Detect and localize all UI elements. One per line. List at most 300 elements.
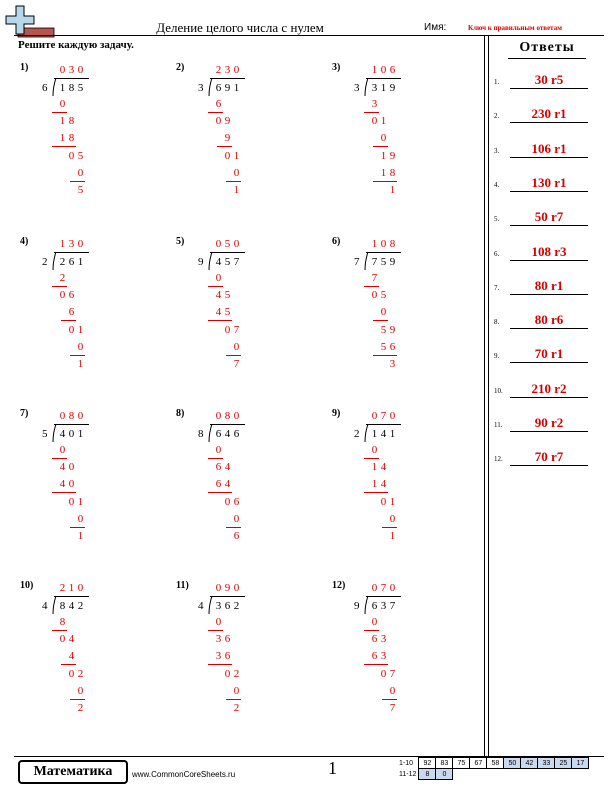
work-digit: 6 [389, 340, 396, 353]
quotient-digit: 0 [371, 582, 378, 594]
score-cell: 75 [453, 758, 470, 769]
problem [332, 62, 472, 212]
dividend-digit: 3 [215, 600, 222, 612]
divisor: 4 [198, 600, 204, 612]
work-digit: 1 [371, 478, 378, 491]
answer-line [510, 225, 588, 226]
problem-number: 6) [332, 236, 341, 247]
score-row-label: 1-10 [399, 759, 414, 767]
score-cell: 50 [504, 758, 521, 769]
subtraction-line [382, 699, 397, 700]
work-digit: 0 [224, 667, 231, 680]
work-digit: 6 [215, 478, 222, 491]
answer-value: 70 r1 [534, 346, 564, 362]
answer-value: 80 r1 [534, 277, 564, 293]
answer-line [510, 328, 588, 329]
score-cell: 25 [555, 758, 572, 769]
work-digit: 0 [59, 98, 66, 110]
dividend-digit: 1 [233, 82, 240, 94]
answer-line [510, 294, 588, 295]
dividend-digit: 4 [59, 428, 66, 440]
problem-number: 7) [20, 408, 29, 419]
problem-number: 8) [176, 408, 185, 419]
quotient-digit: 0 [233, 410, 240, 422]
subtraction-line [373, 181, 397, 182]
work-digit: 1 [371, 461, 378, 474]
work-digit: 4 [59, 478, 66, 491]
divisor: 9 [354, 600, 360, 612]
score-row [398, 758, 589, 769]
problem [176, 580, 316, 730]
quotient-digit: 0 [77, 410, 84, 422]
subtraction-line [70, 527, 85, 528]
answer-row [494, 141, 606, 159]
division-bar [54, 78, 89, 79]
dividend-digit: 6 [215, 82, 222, 94]
answer-number: 4. [494, 180, 500, 189]
quotient-digit: 1 [371, 238, 378, 250]
work-digit: 1 [389, 495, 396, 508]
quotient-digit: 0 [233, 582, 240, 594]
subtraction-line [373, 320, 388, 321]
divisor: 2 [354, 428, 360, 440]
answer-value: 30 r5 [534, 72, 564, 87]
work-digit: 5 [77, 149, 84, 162]
answer-row [494, 72, 606, 90]
work-digit: 0 [371, 444, 378, 456]
work-digit: 4 [224, 478, 231, 491]
subtraction-line [70, 181, 85, 182]
work-digit: 7 [389, 667, 396, 680]
subtraction-line [208, 320, 232, 321]
quotient-digit: 3 [68, 64, 75, 76]
quotient-digit: 2 [215, 64, 222, 76]
work-digit: 0 [380, 306, 387, 319]
work-digit: 5 [224, 289, 231, 302]
subtraction-line [208, 630, 223, 631]
dividend-digit: 6 [233, 428, 240, 440]
answer-number: 8. [494, 318, 500, 327]
problem [176, 236, 316, 386]
dividend-digit: 9 [389, 82, 396, 94]
divisor: 7 [354, 256, 360, 268]
dividend-digit: 7 [371, 256, 378, 268]
subtraction-line [208, 492, 232, 493]
score-cell: 67 [470, 758, 487, 769]
problem-number: 5) [176, 236, 185, 247]
quotient-digit: 0 [389, 582, 396, 594]
subtraction-line [52, 630, 67, 631]
dividend-digit: 6 [215, 428, 222, 440]
dividend-digit: 8 [59, 600, 66, 612]
quotient-digit: 2 [59, 582, 66, 594]
work-digit: 1 [77, 358, 84, 370]
subtraction-line [61, 664, 76, 665]
page-number: 1 [328, 758, 337, 778]
dividend-digit: 5 [224, 256, 231, 268]
quotient-digit: 9 [224, 582, 231, 594]
answer-line [510, 397, 588, 398]
subtraction-line [364, 286, 379, 287]
answer-row [494, 449, 606, 467]
dividend-digit: 6 [224, 600, 231, 612]
answer-row [494, 106, 606, 124]
quotient-digit: 0 [233, 238, 240, 250]
work-digit: 6 [371, 633, 378, 646]
dividend-digit: 3 [380, 600, 387, 612]
division-bar [366, 596, 401, 597]
work-digit: 0 [77, 340, 84, 353]
answer-line [510, 122, 588, 123]
quotient-digit: 0 [380, 64, 387, 76]
dividend-digit: 1 [371, 428, 378, 440]
score-row-label: 11-12 [399, 770, 417, 778]
answer-key-label: Ключ к правильным ответам [468, 24, 562, 32]
subtraction-line [226, 181, 241, 182]
answer-line [510, 362, 588, 363]
work-digit: 1 [380, 166, 387, 179]
work-digit: 6 [68, 306, 75, 319]
dividend-digit: 1 [389, 428, 396, 440]
answer-number: 5. [494, 215, 500, 224]
division-bar [366, 424, 401, 425]
score-cell: 83 [436, 758, 453, 769]
work-digit: 1 [59, 115, 66, 128]
dividend-digit: 3 [371, 82, 378, 94]
quotient-digit: 8 [389, 238, 396, 250]
division-bar [54, 424, 89, 425]
quotient-digit: 3 [68, 238, 75, 250]
work-digit: 6 [233, 495, 240, 508]
score-cell: 92 [419, 758, 436, 769]
answer-value: 106 r1 [531, 140, 567, 156]
divisor: 2 [42, 256, 48, 268]
work-digit: 4 [224, 461, 231, 474]
problem-number: 2) [176, 62, 185, 73]
work-digit: 0 [68, 323, 75, 336]
answer-line [510, 157, 588, 158]
subtraction-line [364, 664, 388, 665]
work-digit: 3 [380, 650, 387, 663]
quotient-digit: 0 [215, 410, 222, 422]
quotient-digit: 1 [68, 582, 75, 594]
work-digit: 1 [380, 115, 387, 128]
dividend-digit: 9 [389, 256, 396, 268]
dividend-digit: 4 [224, 428, 231, 440]
footer-site: www.CommonCoreSheets.ru [132, 770, 236, 779]
work-digit: 0 [215, 444, 222, 456]
work-digit: 0 [224, 495, 231, 508]
subtraction-line [217, 146, 232, 147]
subtraction-line [52, 146, 76, 147]
score-cell: 0 [436, 769, 453, 780]
subtraction-line [52, 458, 67, 459]
division-bar [210, 424, 245, 425]
dividend-digit: 5 [77, 82, 84, 94]
work-digit: 0 [233, 684, 240, 697]
work-digit: 8 [59, 616, 66, 628]
answer-row [494, 244, 606, 262]
subtraction-line [373, 146, 388, 147]
work-digit: 0 [68, 149, 75, 162]
work-digit: 4 [68, 650, 75, 663]
work-digit: 0 [59, 444, 66, 456]
footer-brand: Математика [18, 760, 128, 784]
work-digit: 0 [77, 166, 84, 179]
answer-line [510, 191, 588, 192]
header-divider [14, 35, 604, 36]
quotient-digit: 0 [77, 64, 84, 76]
divisor: 8 [198, 428, 204, 440]
answer-number: 9. [494, 352, 500, 361]
work-digit: 1 [380, 149, 387, 162]
answer-line [510, 260, 588, 261]
work-digit: 1 [77, 495, 84, 508]
quotient-digit: 0 [59, 64, 66, 76]
score-cell: 17 [572, 758, 589, 769]
quotient-digit: 0 [59, 410, 66, 422]
work-digit: 0 [233, 512, 240, 525]
answer-line [510, 431, 588, 432]
work-digit: 4 [215, 289, 222, 302]
quotient-digit: 0 [215, 582, 222, 594]
work-digit: 9 [389, 149, 396, 162]
work-digit: 0 [68, 495, 75, 508]
division-bar [210, 596, 245, 597]
problem-number: 11) [176, 580, 189, 591]
problem [332, 236, 472, 386]
division-bar [210, 252, 245, 253]
score-cell: 8 [419, 769, 436, 780]
answer-value: 80 r6 [534, 312, 564, 328]
work-digit: 7 [233, 323, 240, 336]
quotient-digit: 0 [77, 582, 84, 594]
work-digit: 4 [380, 461, 387, 474]
problem [20, 236, 160, 386]
division-bar [54, 252, 89, 253]
score-cell: 58 [487, 758, 504, 769]
problem [176, 62, 316, 212]
quotient-digit: 7 [380, 582, 387, 594]
quotient-digit: 1 [371, 64, 378, 76]
answer-value: 130 r1 [531, 174, 567, 190]
problem [20, 408, 160, 558]
work-digit: 2 [77, 667, 84, 680]
work-digit: 0 [77, 684, 84, 697]
dividend-digit: 1 [77, 428, 84, 440]
work-digit: 1 [233, 184, 240, 196]
dividend-digit: 9 [224, 82, 231, 94]
quotient-digit: 0 [215, 238, 222, 250]
work-digit: 5 [77, 184, 84, 196]
division-bar [210, 78, 245, 79]
subtraction-line [208, 458, 223, 459]
work-digit: 8 [68, 132, 75, 145]
dividend-digit: 5 [380, 256, 387, 268]
answer-row [494, 415, 606, 433]
work-digit: 1 [389, 184, 396, 196]
work-digit: 1 [389, 530, 396, 542]
work-digit: 0 [59, 633, 66, 646]
work-digit: 0 [371, 289, 378, 302]
work-digit: 0 [371, 616, 378, 628]
quotient-digit: 7 [380, 410, 387, 422]
subtraction-line [52, 286, 67, 287]
dividend-digit: 1 [59, 82, 66, 94]
subtraction-line [364, 492, 388, 493]
subtraction-line [364, 112, 379, 113]
work-digit: 6 [233, 530, 240, 542]
work-digit: 0 [224, 149, 231, 162]
work-digit: 6 [371, 650, 378, 663]
answer-column-divider [484, 36, 485, 756]
work-digit: 5 [224, 306, 231, 319]
answer-number: 11. [494, 421, 503, 429]
subtraction-line [70, 355, 85, 356]
work-digit: 9 [224, 132, 231, 145]
answer-value: 108 r3 [531, 243, 567, 259]
answers-title-underline [508, 58, 586, 59]
divisor: 6 [42, 82, 48, 94]
problem [332, 580, 472, 730]
answer-value: 230 r1 [531, 106, 567, 122]
work-digit: 3 [215, 633, 222, 646]
divisor: 3 [198, 82, 204, 94]
dividend-digit: 7 [389, 600, 396, 612]
answer-column-divider [488, 36, 489, 756]
answer-line [510, 88, 588, 89]
work-digit: 8 [389, 166, 396, 179]
work-digit: 6 [68, 289, 75, 302]
work-digit: 3 [215, 650, 222, 663]
problem-number: 3) [332, 62, 341, 73]
work-digit: 1 [59, 132, 66, 145]
answer-row [494, 312, 606, 330]
instructions: Решите каждую задачу. [18, 39, 134, 51]
work-digit: 6 [215, 98, 222, 110]
work-digit: 0 [389, 684, 396, 697]
dividend-digit: 7 [233, 256, 240, 268]
quotient-digit: 5 [224, 238, 231, 250]
work-digit: 1 [77, 323, 84, 336]
answer-row [494, 209, 606, 227]
dividend-digit: 2 [233, 600, 240, 612]
work-digit: 0 [389, 512, 396, 525]
subtraction-line [208, 286, 223, 287]
dividend-digit: 6 [371, 600, 378, 612]
quotient-digit: 0 [389, 410, 396, 422]
work-digit: 7 [233, 358, 240, 370]
work-digit: 7 [389, 702, 396, 714]
work-digit: 3 [380, 633, 387, 646]
work-digit: 1 [77, 530, 84, 542]
division-bar [366, 78, 401, 79]
subtraction-line [208, 664, 232, 665]
quotient-digit: 3 [224, 64, 231, 76]
quotient-digit: 0 [371, 410, 378, 422]
quotient-digit: 0 [77, 238, 84, 250]
page-title: Деление целого числа с нулем [156, 20, 324, 35]
subtraction-line [226, 527, 241, 528]
problem-number: 4) [20, 236, 29, 247]
work-digit: 6 [224, 633, 231, 646]
answer-number: 1. [494, 78, 500, 86]
work-digit: 0 [68, 478, 75, 491]
work-digit: 0 [215, 616, 222, 628]
answer-number: 7. [494, 283, 500, 292]
dividend-digit: 2 [59, 256, 66, 268]
work-digit: 0 [380, 667, 387, 680]
dividend-digit: 0 [68, 428, 75, 440]
quotient-digit: 8 [224, 410, 231, 422]
problem-number: 12) [332, 580, 346, 591]
subtraction-line [52, 112, 67, 113]
problem-number: 9) [332, 408, 341, 419]
work-digit: 2 [233, 667, 240, 680]
quotient-digit: 0 [233, 64, 240, 76]
problem-number: 10) [20, 580, 34, 591]
subtraction-line [70, 699, 85, 700]
score-cell: 33 [538, 758, 555, 769]
problem [332, 408, 472, 558]
dividend-digit: 8 [68, 82, 75, 94]
work-digit: 4 [380, 478, 387, 491]
work-digit: 6 [215, 461, 222, 474]
divisor: 9 [198, 256, 204, 268]
work-digit: 5 [380, 340, 387, 353]
answers-title: Ответы [519, 40, 575, 55]
subtraction-line [364, 630, 379, 631]
division-bar [54, 596, 89, 597]
divisor: 4 [42, 600, 48, 612]
name-label: Имя: [424, 22, 447, 33]
work-digit: 0 [224, 323, 231, 336]
dividend-digit: 1 [77, 256, 84, 268]
work-digit: 5 [380, 323, 387, 336]
subtraction-line [226, 355, 241, 356]
work-digit: 3 [389, 358, 396, 370]
work-digit: 2 [233, 702, 240, 714]
work-digit: 0 [380, 495, 387, 508]
subtraction-line [364, 458, 379, 459]
work-digit: 0 [233, 166, 240, 179]
score-cell: 42 [521, 758, 538, 769]
dividend-digit: 1 [380, 82, 387, 94]
divisor: 3 [354, 82, 360, 94]
work-digit: 0 [380, 132, 387, 145]
work-digit: 9 [224, 115, 231, 128]
work-digit: 2 [59, 272, 66, 284]
work-digit: 8 [68, 115, 75, 128]
work-digit: 0 [215, 115, 222, 128]
answer-row [494, 175, 606, 193]
work-digit: 0 [215, 272, 222, 284]
divisor: 5 [42, 428, 48, 440]
subtraction-line [226, 699, 241, 700]
work-digit: 0 [68, 667, 75, 680]
work-digit: 0 [59, 289, 66, 302]
work-digit: 5 [380, 289, 387, 302]
quotient-digit: 8 [68, 410, 75, 422]
dividend-digit: 4 [215, 256, 222, 268]
work-digit: 4 [215, 306, 222, 319]
answer-value: 90 r2 [534, 415, 564, 430]
subtraction-line [208, 112, 223, 113]
division-bar [366, 252, 401, 253]
work-digit: 3 [371, 98, 378, 110]
work-digit: 7 [371, 272, 378, 284]
answer-value: 210 r2 [531, 380, 567, 396]
